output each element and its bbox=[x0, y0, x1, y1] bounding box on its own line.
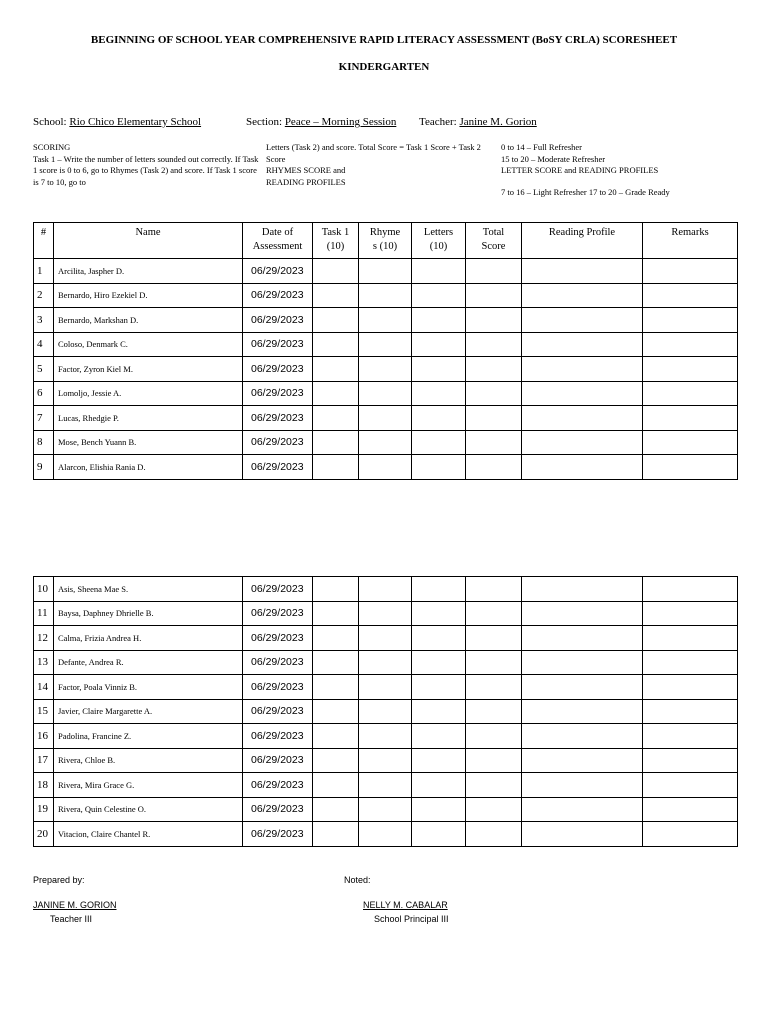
row-number: 19 bbox=[34, 797, 54, 822]
row-number: 18 bbox=[34, 773, 54, 798]
total-score-cell[interactable] bbox=[466, 406, 522, 431]
letters-score-cell[interactable] bbox=[412, 332, 466, 357]
col-header-num: # bbox=[34, 223, 54, 259]
table-row bbox=[34, 724, 738, 749]
assessment-date: 06/29/2023 bbox=[243, 797, 313, 822]
student-name: Lomoljo, Jessie A. bbox=[54, 381, 243, 406]
letters-score-cell[interactable] bbox=[412, 773, 466, 798]
letters-score-cell[interactable] bbox=[412, 797, 466, 822]
letters-profiles: 7 to 16 – Light Refresher 17 to 20 – Grade Ready bbox=[501, 187, 670, 197]
reading-profile-cell[interactable] bbox=[522, 675, 643, 700]
table-row bbox=[34, 699, 738, 724]
reading-profile-cell[interactable] bbox=[522, 259, 643, 284]
rhymes-score-cell[interactable] bbox=[359, 822, 412, 847]
col-header-profile: Reading Profile bbox=[522, 223, 643, 259]
student-name: Factor, Poala Vinniz B. bbox=[54, 675, 243, 700]
col-header-date: Date of Assessment bbox=[243, 223, 313, 259]
rhymes-score-cell[interactable] bbox=[359, 577, 412, 602]
task1-score-cell[interactable] bbox=[313, 675, 359, 700]
letters-score-cell[interactable] bbox=[412, 430, 466, 455]
assessment-date: 06/29/2023 bbox=[243, 822, 313, 847]
task1-score-cell[interactable] bbox=[313, 381, 359, 406]
rhymes-score-cell[interactable] bbox=[359, 724, 412, 749]
table-row bbox=[34, 797, 738, 822]
row-number: 16 bbox=[34, 724, 54, 749]
scoring-formula: Letters (Task 2) and score. Total Score = Task 1 Score + Task 2 Score RHYMES SCORE and READING PROFILES bbox=[266, 142, 481, 187]
task1-score-cell[interactable] bbox=[313, 822, 359, 847]
assessment-date: 06/29/2023 bbox=[243, 259, 313, 284]
task1-score-cell[interactable] bbox=[313, 259, 359, 284]
assessment-date: 06/29/2023 bbox=[243, 601, 313, 626]
teacher-label: Teacher: bbox=[419, 116, 457, 128]
total-score-cell[interactable] bbox=[466, 332, 522, 357]
teacher-field bbox=[419, 116, 537, 128]
table-row bbox=[34, 381, 738, 406]
school-label: School: bbox=[33, 116, 67, 128]
total-score-cell[interactable] bbox=[466, 601, 522, 626]
student-name: Mose, Bench Yuann B. bbox=[54, 430, 243, 455]
letters-score-cell[interactable] bbox=[412, 308, 466, 333]
student-name: Padolina, Francine Z. bbox=[54, 724, 243, 749]
assessment-date: 06/29/2023 bbox=[243, 357, 313, 382]
reading-profile-cell[interactable] bbox=[522, 724, 643, 749]
student-name: Rivera, Chloe B. bbox=[54, 748, 243, 773]
task1-score-cell[interactable] bbox=[313, 724, 359, 749]
student-name: Asis, Sheena Mae S. bbox=[54, 577, 243, 602]
table-row bbox=[34, 822, 738, 847]
assessment-date: 06/29/2023 bbox=[243, 650, 313, 675]
rhymes-score-cell[interactable] bbox=[359, 455, 412, 480]
rhymes-score-cell[interactable] bbox=[359, 601, 412, 626]
total-score-cell[interactable] bbox=[466, 748, 522, 773]
table-row bbox=[34, 748, 738, 773]
reading-profile-cell[interactable] bbox=[522, 626, 643, 651]
task1-score-cell[interactable] bbox=[313, 332, 359, 357]
rhymes-score-cell[interactable] bbox=[359, 381, 412, 406]
remarks-cell[interactable] bbox=[643, 259, 738, 284]
rhymes-score-cell[interactable] bbox=[359, 430, 412, 455]
remarks-cell[interactable] bbox=[643, 357, 738, 382]
remarks-cell[interactable] bbox=[643, 455, 738, 480]
assessment-date: 06/29/2023 bbox=[243, 577, 313, 602]
total-score-cell[interactable] bbox=[466, 724, 522, 749]
total-score-cell[interactable] bbox=[466, 357, 522, 382]
total-score-cell[interactable] bbox=[466, 650, 522, 675]
task1-score-cell[interactable] bbox=[313, 308, 359, 333]
reading-profile-cell[interactable] bbox=[522, 797, 643, 822]
reading-profile-cell[interactable] bbox=[522, 357, 643, 382]
letters-score-cell[interactable] bbox=[412, 699, 466, 724]
table-row bbox=[34, 357, 738, 382]
rhymes-score-cell[interactable] bbox=[359, 650, 412, 675]
reading-profile-cell[interactable] bbox=[522, 308, 643, 333]
remarks-cell[interactable] bbox=[643, 797, 738, 822]
rhymes-score-cell[interactable] bbox=[359, 626, 412, 651]
task1-score-cell[interactable] bbox=[313, 283, 359, 308]
school-value: Rio Chico Elementary School bbox=[69, 116, 202, 128]
assessment-date: 06/29/2023 bbox=[243, 381, 313, 406]
student-name: Lucas, Rhedgie P. bbox=[54, 406, 243, 431]
table-row bbox=[34, 773, 738, 798]
reading-profile-cell[interactable] bbox=[522, 822, 643, 847]
task1-score-cell[interactable] bbox=[313, 626, 359, 651]
student-name: Bernardo, Hiro Ezekiel D. bbox=[54, 283, 243, 308]
task1-score-cell[interactable] bbox=[313, 748, 359, 773]
letters-score-cell[interactable] bbox=[412, 724, 466, 749]
row-number: 7 bbox=[34, 406, 54, 431]
row-number: 12 bbox=[34, 626, 54, 651]
reading-profile-cell[interactable] bbox=[522, 577, 643, 602]
row-number: 4 bbox=[34, 332, 54, 357]
row-number: 11 bbox=[34, 601, 54, 626]
task1-score-cell[interactable] bbox=[313, 601, 359, 626]
teacher-value: Janine M. Gorion bbox=[459, 116, 537, 128]
table-row bbox=[34, 626, 738, 651]
prepared-by-title: Teacher III bbox=[50, 914, 93, 924]
section-field bbox=[246, 116, 396, 128]
remarks-cell[interactable] bbox=[643, 577, 738, 602]
task1-score-cell[interactable] bbox=[313, 650, 359, 675]
scoresheet-table-1 bbox=[33, 222, 738, 480]
letters-score-cell[interactable] bbox=[412, 357, 466, 382]
total-score-cell[interactable] bbox=[466, 430, 522, 455]
remarks-cell[interactable] bbox=[643, 675, 738, 700]
student-name: Rivera, Mira Grace G. bbox=[54, 773, 243, 798]
task1-score-cell[interactable] bbox=[313, 577, 359, 602]
col-header-total: Total Score bbox=[466, 223, 522, 259]
table-row bbox=[34, 332, 738, 357]
total-score-cell[interactable] bbox=[466, 822, 522, 847]
student-name: Coloso, Denmark C. bbox=[54, 332, 243, 357]
prepared-by-name: JANINE M. GORION bbox=[33, 900, 117, 910]
table-row bbox=[34, 455, 738, 480]
student-name: Alarcon, Elishia Rania D. bbox=[54, 455, 243, 480]
reading-profile-cell[interactable] bbox=[522, 773, 643, 798]
row-number: 6 bbox=[34, 381, 54, 406]
assessment-date: 06/29/2023 bbox=[243, 283, 313, 308]
rhymes-profiles: 0 to 14 – Full Refresher 15 to 20 – Moderate Refresher LETTER SCORE and READING PROFILES bbox=[501, 142, 659, 175]
row-number: 13 bbox=[34, 650, 54, 675]
letters-score-cell[interactable] bbox=[412, 577, 466, 602]
letters-score-cell[interactable] bbox=[412, 626, 466, 651]
assessment-date: 06/29/2023 bbox=[243, 406, 313, 431]
row-number: 20 bbox=[34, 822, 54, 847]
task1-score-cell[interactable] bbox=[313, 773, 359, 798]
scoresheet-table-2 bbox=[33, 576, 738, 847]
task1-score-cell[interactable] bbox=[313, 430, 359, 455]
task1-score-cell[interactable] bbox=[313, 455, 359, 480]
table-row bbox=[34, 406, 738, 431]
task1-score-cell[interactable] bbox=[313, 699, 359, 724]
letters-score-cell[interactable] bbox=[412, 822, 466, 847]
remarks-cell[interactable] bbox=[643, 724, 738, 749]
col-header-rhymes: Rhyme s (10) bbox=[359, 223, 412, 259]
letters-score-cell[interactable] bbox=[412, 601, 466, 626]
noted-name: NELLY M. CABALAR bbox=[363, 900, 448, 910]
table-row bbox=[34, 650, 738, 675]
assessment-date: 06/29/2023 bbox=[243, 748, 313, 773]
reading-profile-cell[interactable] bbox=[522, 430, 643, 455]
table-row bbox=[34, 259, 738, 284]
table-row bbox=[34, 577, 738, 602]
col-header-letters: Letters (10) bbox=[412, 223, 466, 259]
student-name: Javier, Claire Margarette A. bbox=[54, 699, 243, 724]
task1-score-cell[interactable] bbox=[313, 406, 359, 431]
row-number: 14 bbox=[34, 675, 54, 700]
student-name: Defante, Andrea R. bbox=[54, 650, 243, 675]
assessment-date: 06/29/2023 bbox=[243, 699, 313, 724]
reading-profile-cell[interactable] bbox=[522, 283, 643, 308]
total-score-cell[interactable] bbox=[466, 577, 522, 602]
student-name: Baysa, Daphney Dhrielle B. bbox=[54, 601, 243, 626]
student-name: Factor, Zyron Kiel M. bbox=[54, 357, 243, 382]
row-number: 17 bbox=[34, 748, 54, 773]
total-score-cell[interactable] bbox=[466, 455, 522, 480]
reading-profile-cell[interactable] bbox=[522, 601, 643, 626]
prepared-by-label: Prepared by: bbox=[33, 875, 85, 885]
scoring-instructions: SCORING Task 1 – Write the number of letters sounded out correctly. If Task 1 score is 0 to 6, go to Rhymes (Task 2) and score. If Task 1 score is 7 to 10, go to bbox=[33, 142, 259, 187]
col-header-name: Name bbox=[54, 223, 243, 259]
rhymes-score-cell[interactable] bbox=[359, 357, 412, 382]
row-number: 1 bbox=[34, 259, 54, 284]
rhymes-score-cell[interactable] bbox=[359, 332, 412, 357]
remarks-cell[interactable] bbox=[643, 283, 738, 308]
assessment-date: 06/29/2023 bbox=[243, 626, 313, 651]
row-number: 8 bbox=[34, 430, 54, 455]
total-score-cell[interactable] bbox=[466, 259, 522, 284]
total-score-cell[interactable] bbox=[466, 308, 522, 333]
row-number: 5 bbox=[34, 357, 54, 382]
reading-profile-cell[interactable] bbox=[522, 406, 643, 431]
letters-score-cell[interactable] bbox=[412, 748, 466, 773]
section-value: Peace – Morning Session bbox=[284, 116, 397, 128]
row-number: 2 bbox=[34, 283, 54, 308]
student-name: Calma, Frizia Andrea H. bbox=[54, 626, 243, 651]
total-score-cell[interactable] bbox=[466, 797, 522, 822]
table-row bbox=[34, 675, 738, 700]
col-header-task1: Task 1 (10) bbox=[313, 223, 359, 259]
assessment-date: 06/29/2023 bbox=[243, 675, 313, 700]
rhymes-score-cell[interactable] bbox=[359, 748, 412, 773]
total-score-cell[interactable] bbox=[466, 626, 522, 651]
table-row bbox=[34, 601, 738, 626]
remarks-cell[interactable] bbox=[643, 773, 738, 798]
school-field bbox=[33, 116, 201, 128]
col-header-remarks: Remarks bbox=[643, 223, 738, 259]
remarks-cell[interactable] bbox=[643, 406, 738, 431]
remarks-cell[interactable] bbox=[643, 308, 738, 333]
table-row bbox=[34, 430, 738, 455]
remarks-cell[interactable] bbox=[643, 748, 738, 773]
rhymes-score-cell[interactable] bbox=[359, 675, 412, 700]
reading-profile-cell[interactable] bbox=[522, 381, 643, 406]
remarks-cell[interactable] bbox=[643, 381, 738, 406]
total-score-cell[interactable] bbox=[466, 381, 522, 406]
task1-score-cell[interactable] bbox=[313, 357, 359, 382]
assessment-date: 06/29/2023 bbox=[243, 332, 313, 357]
reading-profile-cell[interactable] bbox=[522, 748, 643, 773]
rhymes-score-cell[interactable] bbox=[359, 259, 412, 284]
rhymes-score-cell[interactable] bbox=[359, 406, 412, 431]
letters-score-cell[interactable] bbox=[412, 650, 466, 675]
total-score-cell[interactable] bbox=[466, 773, 522, 798]
rhymes-score-cell[interactable] bbox=[359, 699, 412, 724]
letters-score-cell[interactable] bbox=[412, 406, 466, 431]
remarks-cell[interactable] bbox=[643, 430, 738, 455]
rhymes-score-cell[interactable] bbox=[359, 283, 412, 308]
remarks-cell[interactable] bbox=[643, 626, 738, 651]
letters-score-cell[interactable] bbox=[412, 675, 466, 700]
assessment-date: 06/29/2023 bbox=[243, 724, 313, 749]
student-name: Vitacion, Claire Chantel R. bbox=[54, 822, 243, 847]
student-name: Arcilita, Jaspher D. bbox=[54, 259, 243, 284]
document-subtitle: KINDERGARTEN bbox=[338, 61, 430, 73]
remarks-cell[interactable] bbox=[643, 332, 738, 357]
assessment-date: 06/29/2023 bbox=[243, 430, 313, 455]
row-number: 15 bbox=[34, 699, 54, 724]
letters-score-cell[interactable] bbox=[412, 455, 466, 480]
remarks-cell[interactable] bbox=[643, 699, 738, 724]
remarks-cell[interactable] bbox=[643, 601, 738, 626]
reading-profile-cell[interactable] bbox=[522, 699, 643, 724]
reading-profile-cell[interactable] bbox=[522, 650, 643, 675]
row-number: 3 bbox=[34, 308, 54, 333]
rhymes-score-cell[interactable] bbox=[359, 773, 412, 798]
remarks-cell[interactable] bbox=[643, 650, 738, 675]
rhymes-score-cell[interactable] bbox=[359, 797, 412, 822]
rhymes-score-cell[interactable] bbox=[359, 308, 412, 333]
remarks-cell[interactable] bbox=[643, 822, 738, 847]
reading-profile-cell[interactable] bbox=[522, 332, 643, 357]
assessment-date: 06/29/2023 bbox=[243, 308, 313, 333]
letters-score-cell[interactable] bbox=[412, 283, 466, 308]
noted-label: Noted: bbox=[344, 875, 371, 885]
assessment-date: 06/29/2023 bbox=[243, 773, 313, 798]
letters-score-cell[interactable] bbox=[412, 381, 466, 406]
section-label: Section: bbox=[246, 116, 283, 128]
task1-score-cell[interactable] bbox=[313, 797, 359, 822]
table-header-row bbox=[34, 223, 738, 259]
row-number: 9 bbox=[34, 455, 54, 480]
letters-score-cell[interactable] bbox=[412, 259, 466, 284]
student-name: Rivera, Quin Celestine O. bbox=[54, 797, 243, 822]
reading-profile-cell[interactable] bbox=[522, 455, 643, 480]
total-score-cell[interactable] bbox=[466, 675, 522, 700]
student-name: Bernardo, Markshan D. bbox=[54, 308, 243, 333]
total-score-cell[interactable] bbox=[466, 699, 522, 724]
table-row bbox=[34, 283, 738, 308]
total-score-cell[interactable] bbox=[466, 283, 522, 308]
noted-title: School Principal III bbox=[374, 914, 449, 924]
table-row bbox=[34, 308, 738, 333]
document-title: BEGINNING OF SCHOOL YEAR COMPREHENSIVE RAPID LITERACY ASSESSMENT (BoSY CRLA) SCORESHEET bbox=[90, 34, 678, 46]
row-number: 10 bbox=[34, 577, 54, 602]
assessment-date: 06/29/2023 bbox=[243, 455, 313, 480]
